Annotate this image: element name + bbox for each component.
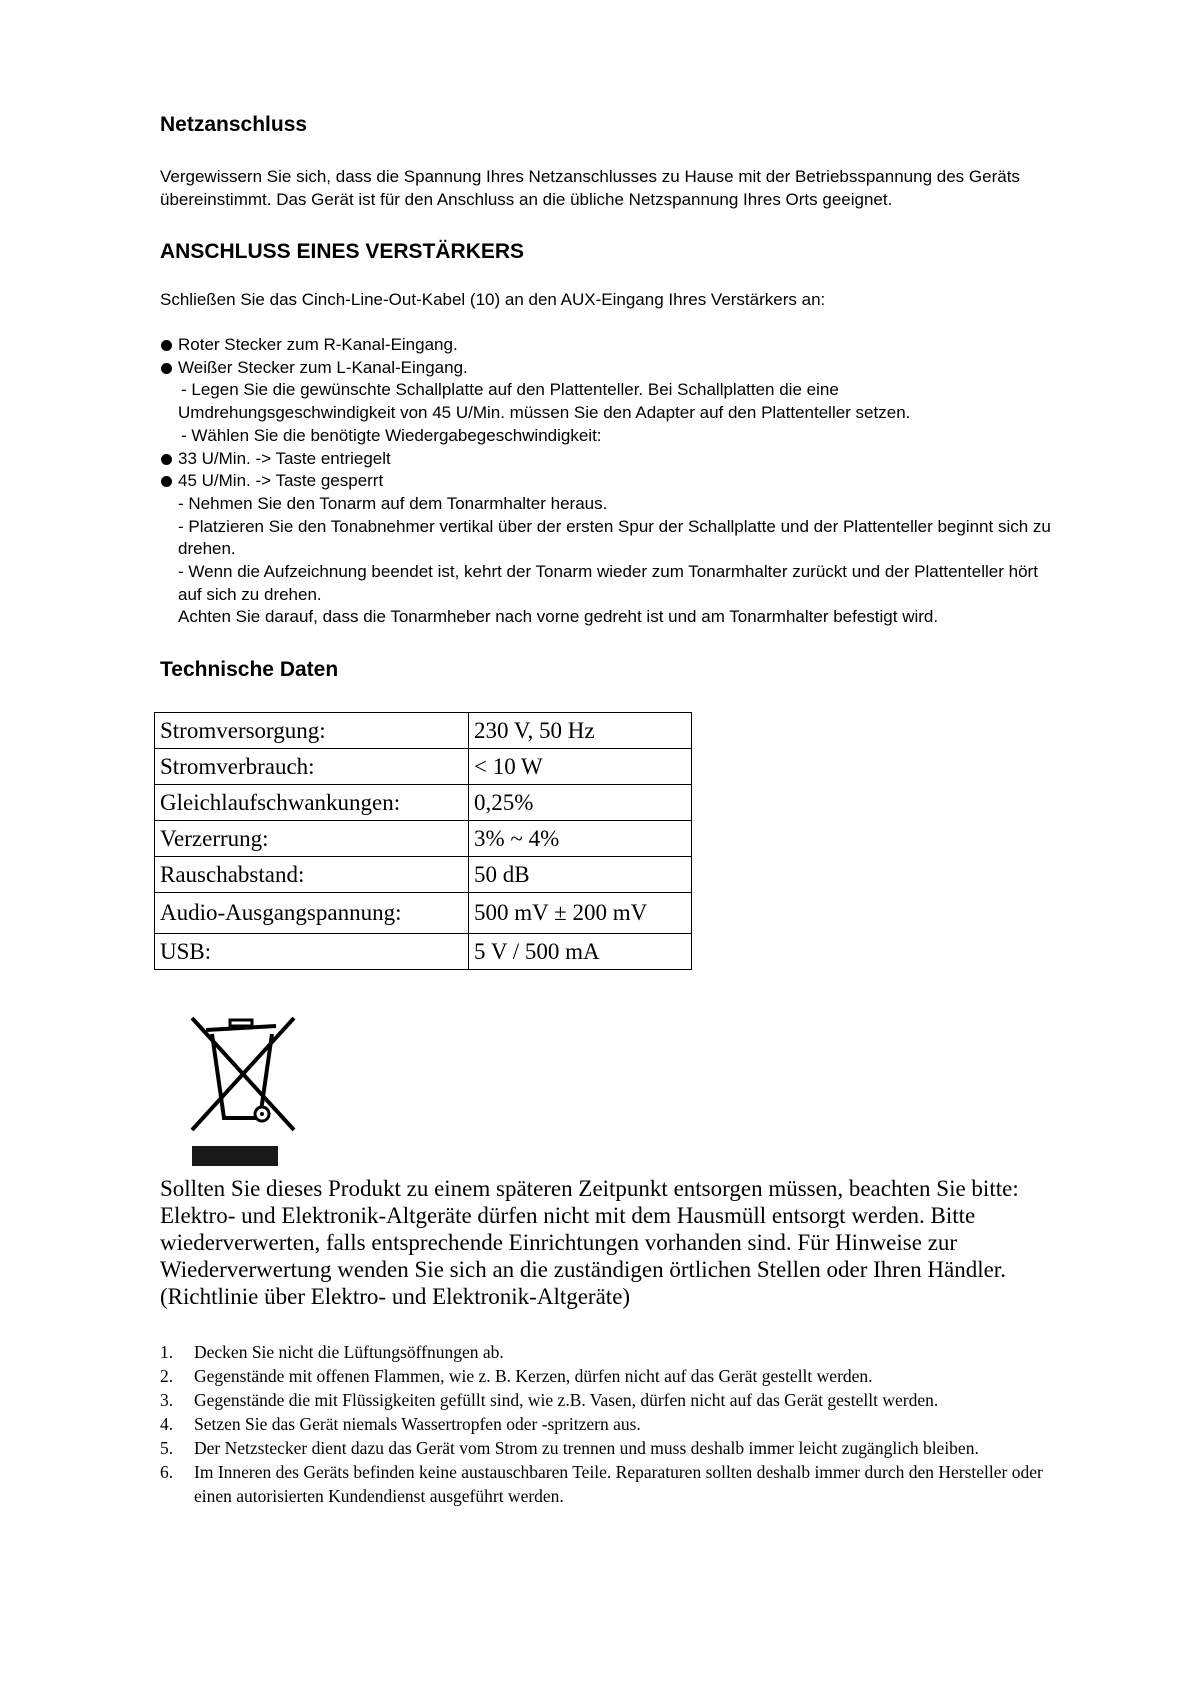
safety-notes-list (160, 1340, 1060, 1508)
spec-label: Stromversorgung: (155, 713, 469, 749)
note-text: Der Netzstecker dient dazu das Gerät vom Strom zu trennen und muss deshalb immer leicht zugänglich bleiben. (194, 1438, 979, 1458)
spec-label: Gleichlaufschwankungen: (155, 785, 469, 821)
list-number: 3. (160, 1390, 174, 1410)
section-heading-power: Netzanschluss (160, 113, 308, 136)
list-item (160, 1436, 1060, 1460)
list-number: 1. (160, 1342, 174, 1362)
table-row (155, 893, 692, 934)
list-item: - Wenn die Aufzeichnung beendet ist, kehrt der Tonarm wieder zum Tonarmhalter zurückt und der Plattenteller hört auf sich zu drehen. (178, 562, 1038, 604)
list-item: - Wählen Sie die benötigte Wiedergabegeschwindigkeit: (181, 425, 602, 445)
list-number: 6. (160, 1462, 174, 1482)
list-number: 5. (160, 1438, 174, 1458)
list-item (160, 1340, 1060, 1364)
list-number: 4. (160, 1414, 174, 1434)
spec-value: 0,25% (469, 785, 692, 821)
list-item (160, 1364, 1060, 1388)
list-item: - Nehmen Sie den Tonarm auf dem Tonarmhalter heraus. (178, 493, 608, 513)
weee-crossed-bin-icon (184, 1012, 302, 1167)
list-item: 45 U/Min. -> Taste gesperrt (160, 470, 1060, 493)
section-heading-amplifier: ANSCHLUSS EINES VERSTÄRKERS (160, 240, 525, 263)
list-item: 33 U/Min. -> Taste entriegelt (160, 448, 1060, 471)
spec-value: < 10 W (469, 749, 692, 785)
table-row (155, 857, 692, 893)
spec-value: 3% ~ 4% (469, 821, 692, 857)
list-item: Achten Sie darauf, dass die Tonarmheber nach vorne gedreht ist und am Tonarmhalter befestigt wird. (178, 607, 939, 627)
list-item: Weißer Stecker zum L-Kanal-Eingang. (160, 357, 1060, 380)
note-text: Gegenstände die mit Flüssigkeiten gefüllt sind, wie z.B. Vasen, dürfen nicht auf das Gerät gestellt werden. (194, 1390, 939, 1410)
spec-value: 50 dB (469, 857, 692, 893)
specs-table (154, 712, 692, 970)
section-heading-specs: Technische Daten (160, 658, 339, 681)
table-row (155, 713, 692, 749)
table-row (155, 821, 692, 857)
list-item (160, 1460, 1060, 1508)
note-text: Decken Sie nicht die Lüftungsöffnungen ab. (194, 1342, 504, 1362)
spec-label: Verzerrung: (155, 821, 469, 857)
table-row (155, 785, 692, 821)
spec-label: Rauschabstand: (155, 857, 469, 893)
list-item (160, 1412, 1060, 1436)
amplifier-intro: Schließen Sie das Cinch-Line-Out-Kabel (10) an den AUX-Eingang Ihres Verstärkers an: (160, 290, 826, 309)
spec-value: 230 V, 50 Hz (469, 713, 692, 749)
note-text: Im Inneren des Geräts befinden keine austauschbaren Teile. Reparaturen sollten deshalb immer durch den Hersteller oder einen autorisierten Kundendienst ausgeführt werden. (194, 1462, 1043, 1506)
note-text: Setzen Sie das Gerät niemals Wassertropfen oder -spritzern aus. (194, 1414, 641, 1434)
table-row (155, 749, 692, 785)
power-paragraph: Vergewissern Sie sich, dass die Spannung Ihres Netzanschlusses zu Hause mit der Betriebsspannung des Geräts übereinstimmt. Das Gerät ist für den Anschluss an die übliche Netzspannung Ihres Orts geeignet. (160, 167, 1020, 209)
spec-label: USB: (155, 934, 469, 970)
list-number: 2. (160, 1366, 174, 1386)
amplifier-instructions (160, 334, 1060, 629)
spec-label: Stromverbrauch: (155, 749, 469, 785)
spec-value: 500 mV ± 200 mV (469, 893, 692, 934)
list-item (160, 1388, 1060, 1412)
table-row (155, 934, 692, 970)
note-text: Gegenstände mit offenen Flammen, wie z. B. Kerzen, dürfen nicht auf das Gerät gestellt werden. (194, 1366, 873, 1386)
spec-label: Audio-Ausgangspannung: (155, 893, 469, 934)
list-item: - Legen Sie die gewünschte Schallplatte auf den Plattenteller. Bei Schallplatten die eine Umdrehungsgeschwindigkeit von 45 U/Min. müssen Sie den Adapter auf den Plattenteller setzen. (178, 380, 911, 423)
list-item: Roter Stecker zum R-Kanal-Eingang. (160, 334, 1060, 357)
list-item: - Platzieren Sie den Tonabnehmer vertikal über der ersten Spur der Schallplatte und der Plattenteller beginnt sich zu drehen. (178, 516, 1051, 559)
disposal-paragraph: Sollten Sie dieses Produkt zu einem späteren Zeitpunkt entsorgen müssen, beachten Sie bitte: Elektro- und Elektronik-Altgeräte dürfen nicht mit dem Hausmüll entsorgt werden. Bitte wiederverwerten, falls entsprechende Einrichtungen vorhanden sind. Für Hinweise zur Wiederverwertung wenden Sie sich an die zuständigen örtlichen Stellen oder Ihren Händler. (Richtlinie über Elektro- und Elektronik-Altgeräte) (160, 1176, 1019, 1309)
spec-value: 5 V / 500 mA (469, 934, 692, 970)
